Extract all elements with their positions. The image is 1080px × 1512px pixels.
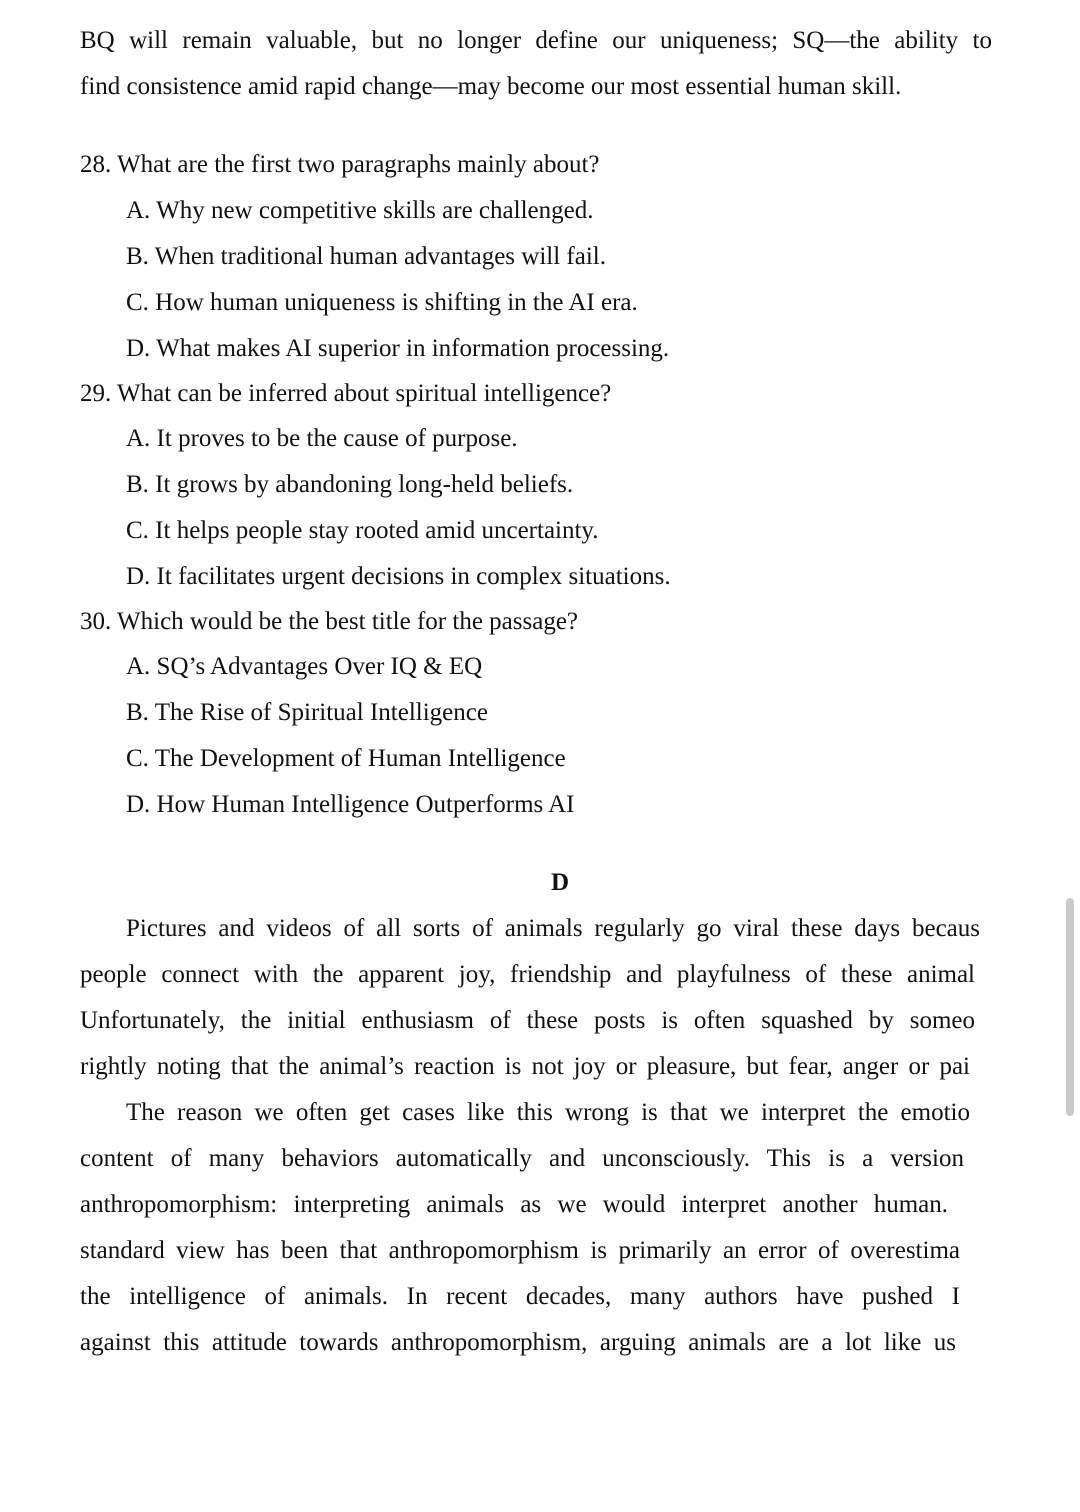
- passage-text-line: anthropomorphism: interpreting animals as we would interpret another human.: [80, 1191, 948, 1218]
- passage-text-line: people connect with the apparent joy, friendship and playfulness of these animal: [80, 961, 975, 988]
- question-28-option-c: C. How human uniqueness is shifting in the AI era.: [126, 289, 638, 316]
- question-30-option-a: A. SQ’s Advantages Over IQ & EQ: [126, 653, 483, 680]
- question-29-option-b: B. It grows by abandoning long-held beliefs.: [126, 471, 574, 498]
- question-28-stem: 28. What are the first two paragraphs mainly about?: [80, 151, 600, 178]
- passage-text-line: content of many behaviors automatically and unconsciously. This is a version: [80, 1145, 964, 1172]
- question-28-option-d: D. What makes AI superior in information processing.: [126, 335, 670, 362]
- question-30-option-c: C. The Development of Human Intelligence: [126, 745, 566, 772]
- passage-text-line: against this attitude towards anthropomorphism, arguing animals are a lot like us: [80, 1329, 956, 1356]
- passage-text-line: Unfortunately, the initial enthusiasm of these posts is often squashed by someo: [80, 1007, 975, 1034]
- question-29-option-c: C. It helps people stay rooted amid uncertainty.: [126, 517, 599, 544]
- passage-text-line: The reason we often get cases like this wrong is that we interpret the emotio: [126, 1099, 970, 1126]
- passage-text-line: BQ will remain valuable, but no longer define our uniqueness; SQ—the ability to: [80, 27, 992, 54]
- question-28-option-b: B. When traditional human advantages will fail.: [126, 243, 606, 270]
- passage-text-line: Pictures and videos of all sorts of animals regularly go viral these days becaus: [126, 915, 980, 942]
- question-29-stem: 29. What can be inferred about spiritual intelligence?: [80, 380, 612, 407]
- question-30-stem: 30. Which would be the best title for the passage?: [80, 608, 579, 635]
- question-30-option-b: B. The Rise of Spiritual Intelligence: [126, 699, 488, 726]
- passage-text-line: find consistence amid rapid change—may become our most essential human skill.: [80, 73, 902, 100]
- vertical-scrollbar[interactable]: [1066, 898, 1074, 1116]
- question-28-option-a: A. Why new competitive skills are challenged.: [126, 197, 594, 224]
- passage-text-line: rightly noting that the animal’s reaction is not joy or pleasure, but fear, anger or pai: [80, 1053, 970, 1080]
- passage-text-line: the intelligence of animals. In recent decades, many authors have pushed I: [80, 1283, 960, 1310]
- section-heading: D: [550, 869, 570, 896]
- question-30-option-d: D. How Human Intelligence Outperforms AI: [126, 791, 575, 818]
- question-29-option-d: D. It facilitates urgent decisions in complex situations.: [126, 563, 671, 590]
- passage-text-line: standard view has been that anthropomorphism is primarily an error of overestima: [80, 1237, 960, 1264]
- question-29-option-a: A. It proves to be the cause of purpose.: [126, 425, 518, 452]
